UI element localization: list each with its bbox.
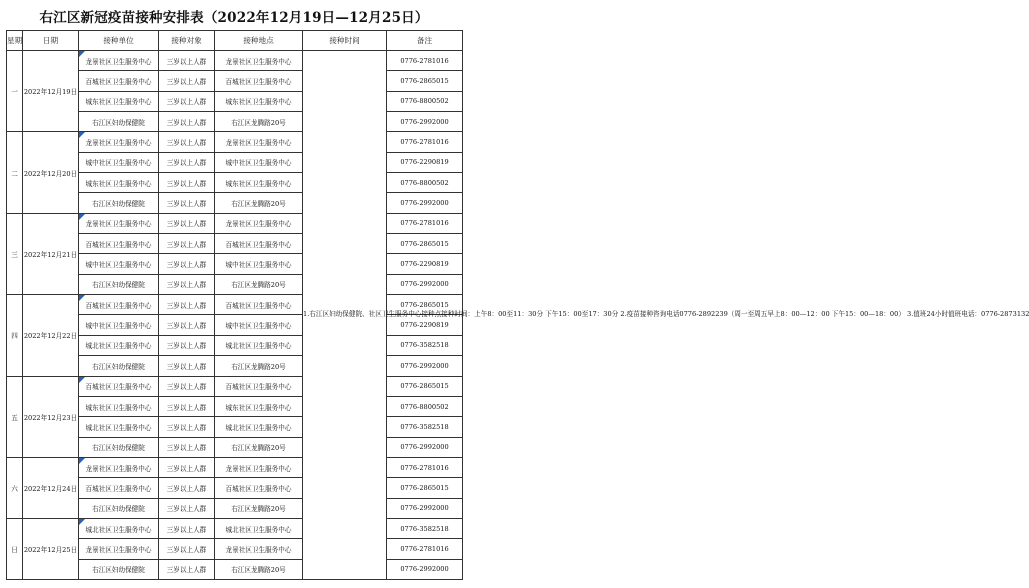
- remark-cell: 0776-3582518: [387, 417, 463, 437]
- target-cell: 三岁以上人群: [159, 478, 215, 498]
- weekday-cell: 三: [7, 213, 23, 294]
- weekday-cell: 四: [7, 295, 23, 376]
- unit-cell: 龙景社区卫生服务中心: [79, 51, 159, 71]
- place-cell: 城北社区卫生服务中心: [215, 518, 303, 538]
- unit-cell: 右江区妇幼保健院: [79, 193, 159, 213]
- remark-cell: 0776-3582518: [387, 335, 463, 355]
- remark-cell: 0776-2865015: [387, 234, 463, 254]
- remark-cell: 0776-2992000: [387, 356, 463, 376]
- place-cell: 右江区龙腾路20号: [215, 356, 303, 376]
- unit-cell: 右江区妇幼保健院: [79, 112, 159, 132]
- place-cell: 百城社区卫生服务中心: [215, 234, 303, 254]
- header-target: 接种对象: [159, 31, 215, 51]
- target-cell: 三岁以上人群: [159, 71, 215, 91]
- unit-cell: 城中社区卫生服务中心: [79, 315, 159, 335]
- corner-flag-icon: [79, 519, 85, 525]
- target-cell: 三岁以上人群: [159, 437, 215, 457]
- corner-flag-icon: [79, 458, 85, 464]
- remark-cell: 0776-2781016: [387, 539, 463, 559]
- target-cell: 三岁以上人群: [159, 518, 215, 538]
- target-cell: 三岁以上人群: [159, 539, 215, 559]
- remark-cell: 0776-2290819: [387, 254, 463, 274]
- unit-cell: 龙景社区卫生服务中心: [79, 539, 159, 559]
- unit-cell: 百城社区卫生服务中心: [79, 295, 159, 315]
- remark-cell: 0776-8800502: [387, 396, 463, 416]
- remark-cell: 0776-2781016: [387, 51, 463, 71]
- unit-cell: 百城社区卫生服务中心: [79, 376, 159, 396]
- date-cell: 2022年12月22日: [23, 295, 79, 376]
- target-cell: 三岁以上人群: [159, 112, 215, 132]
- corner-flag-icon: [79, 295, 85, 301]
- header-weekday: 星期: [7, 31, 23, 51]
- weekday-cell: 一: [7, 51, 23, 132]
- remark-cell: 0776-2992000: [387, 274, 463, 294]
- remark-cell: 0776-2992000: [387, 498, 463, 518]
- unit-cell: 城东社区卫生服务中心: [79, 91, 159, 111]
- unit-cell: 百城社区卫生服务中心: [79, 478, 159, 498]
- target-cell: 三岁以上人群: [159, 335, 215, 355]
- place-cell: 城中社区卫生服务中心: [215, 152, 303, 172]
- place-cell: 百城社区卫生服务中心: [215, 376, 303, 396]
- place-cell: 龙景社区卫生服务中心: [215, 51, 303, 71]
- target-cell: 三岁以上人群: [159, 274, 215, 294]
- place-cell: 右江区龙腾路20号: [215, 193, 303, 213]
- unit-cell: 城北社区卫生服务中心: [79, 417, 159, 437]
- weekday-cell: 五: [7, 376, 23, 457]
- unit-cell: 右江区妇幼保健院: [79, 356, 159, 376]
- remark-cell: 0776-2865015: [387, 295, 463, 315]
- place-cell: 右江区龙腾路20号: [215, 274, 303, 294]
- header-place: 接种地点: [215, 31, 303, 51]
- target-cell: 三岁以上人群: [159, 213, 215, 233]
- remark-cell: 0776-2781016: [387, 213, 463, 233]
- time-note-cell: 1.右江区妇幼保健院、社区卫生服务中心接种点接种时间：上午8：00至11：30分 下午15：00至17：30分 2.疫苗接种咨询电话0776-2892239（周一至周五早上8：00—12：00 下午15：00—18：00） 3.值班24小时值班电话：0776-2873132: [303, 51, 387, 580]
- unit-cell: 城东社区卫生服务中心: [79, 396, 159, 416]
- place-cell: 城中社区卫生服务中心: [215, 315, 303, 335]
- unit-cell: 龙景社区卫生服务中心: [79, 213, 159, 233]
- target-cell: 三岁以上人群: [159, 356, 215, 376]
- target-cell: 三岁以上人群: [159, 559, 215, 579]
- remark-cell: 0776-3582518: [387, 518, 463, 538]
- table-row: [7, 518, 463, 538]
- remark-cell: 0776-2865015: [387, 478, 463, 498]
- place-cell: 龙景社区卫生服务中心: [215, 457, 303, 477]
- corner-flag-icon: [79, 132, 85, 138]
- unit-cell: 城中社区卫生服务中心: [79, 152, 159, 172]
- unit-cell: 城北社区卫生服务中心: [79, 518, 159, 538]
- place-cell: 城东社区卫生服务中心: [215, 91, 303, 111]
- place-cell: 右江区龙腾路20号: [215, 112, 303, 132]
- date-cell: 2022年12月24日: [23, 457, 79, 518]
- date-cell: 2022年12月21日: [23, 213, 79, 294]
- remark-cell: 0776-2992000: [387, 112, 463, 132]
- header-unit: 接种单位: [79, 31, 159, 51]
- corner-flag-icon: [79, 51, 85, 57]
- target-cell: 三岁以上人群: [159, 396, 215, 416]
- target-cell: 三岁以上人群: [159, 254, 215, 274]
- schedule-table: [6, 30, 1029, 580]
- corner-flag-icon: [79, 214, 85, 220]
- table-header-row: [7, 31, 463, 51]
- target-cell: 三岁以上人群: [159, 376, 215, 396]
- target-cell: 三岁以上人群: [159, 173, 215, 193]
- place-cell: 右江区龙腾路20号: [215, 498, 303, 518]
- unit-cell: 城北社区卫生服务中心: [79, 335, 159, 355]
- table-row: [7, 213, 463, 233]
- remark-cell: 0776-2865015: [387, 376, 463, 396]
- table-row: [7, 132, 463, 152]
- target-cell: 三岁以上人群: [159, 498, 215, 518]
- remark-cell: 0776-2290819: [387, 152, 463, 172]
- unit-cell: 百城社区卫生服务中心: [79, 234, 159, 254]
- remark-cell: 0776-2865015: [387, 71, 463, 91]
- unit-cell: 右江区妇幼保健院: [79, 274, 159, 294]
- remark-cell: 0776-8800502: [387, 91, 463, 111]
- weekday-cell: 六: [7, 457, 23, 518]
- unit-cell: 龙景社区卫生服务中心: [79, 132, 159, 152]
- remark-cell: 0776-2992000: [387, 437, 463, 457]
- date-cell: 2022年12月20日: [23, 132, 79, 213]
- place-cell: 城东社区卫生服务中心: [215, 173, 303, 193]
- place-cell: 城东社区卫生服务中心: [215, 396, 303, 416]
- place-cell: 右江区龙腾路20号: [215, 559, 303, 579]
- schedule-body: [7, 51, 1029, 580]
- unit-cell: 城东社区卫生服务中心: [79, 173, 159, 193]
- table-row: [7, 376, 463, 396]
- remark-cell: 0776-2781016: [387, 457, 463, 477]
- place-cell: 城北社区卫生服务中心: [215, 335, 303, 355]
- weekday-cell: 二: [7, 132, 23, 213]
- target-cell: 三岁以上人群: [159, 152, 215, 172]
- page-title: 右江区新冠疫苗接种安排表（2022年12月19日—12月25日）: [39, 10, 429, 26]
- remark-cell: 0776-2781016: [387, 132, 463, 152]
- target-cell: 三岁以上人群: [159, 132, 215, 152]
- target-cell: 三岁以上人群: [159, 417, 215, 437]
- unit-cell: 右江区妇幼保健院: [79, 498, 159, 518]
- remark-cell: 0776-8800502: [387, 173, 463, 193]
- weekday-cell: 日: [7, 518, 23, 579]
- remark-cell: 0776-2992000: [387, 559, 463, 579]
- place-cell: 百城社区卫生服务中心: [215, 295, 303, 315]
- remark-cell: 0776-2992000: [387, 193, 463, 213]
- target-cell: 三岁以上人群: [159, 295, 215, 315]
- place-cell: 右江区龙腾路20号: [215, 437, 303, 457]
- date-cell: 2022年12月25日: [23, 518, 79, 579]
- place-cell: 百城社区卫生服务中心: [215, 478, 303, 498]
- table-row: [7, 457, 463, 477]
- header-date: 日期: [23, 31, 79, 51]
- unit-cell: 龙景社区卫生服务中心: [79, 457, 159, 477]
- target-cell: 三岁以上人群: [159, 234, 215, 254]
- target-cell: 三岁以上人群: [159, 193, 215, 213]
- table-row: [7, 51, 463, 71]
- header-time: 接种时间: [303, 31, 387, 51]
- header-remark: 备注: [387, 31, 463, 51]
- place-cell: 百城社区卫生服务中心: [215, 71, 303, 91]
- place-cell: 城北社区卫生服务中心: [215, 417, 303, 437]
- unit-cell: 百城社区卫生服务中心: [79, 71, 159, 91]
- place-cell: 城中社区卫生服务中心: [215, 254, 303, 274]
- corner-flag-icon: [79, 377, 85, 383]
- remark-cell: 0776-2290819: [387, 315, 463, 335]
- place-cell: 龙景社区卫生服务中心: [215, 213, 303, 233]
- unit-cell: 右江区妇幼保健院: [79, 437, 159, 457]
- target-cell: 三岁以上人群: [159, 91, 215, 111]
- place-cell: 龙景社区卫生服务中心: [215, 132, 303, 152]
- place-cell: 龙景社区卫生服务中心: [215, 539, 303, 559]
- target-cell: 三岁以上人群: [159, 51, 215, 71]
- unit-cell: 城中社区卫生服务中心: [79, 254, 159, 274]
- target-cell: 三岁以上人群: [159, 457, 215, 477]
- date-cell: 2022年12月19日: [23, 51, 79, 132]
- unit-cell: 右江区妇幼保健院: [79, 559, 159, 579]
- date-cell: 2022年12月23日: [23, 376, 79, 457]
- target-cell: 三岁以上人群: [159, 315, 215, 335]
